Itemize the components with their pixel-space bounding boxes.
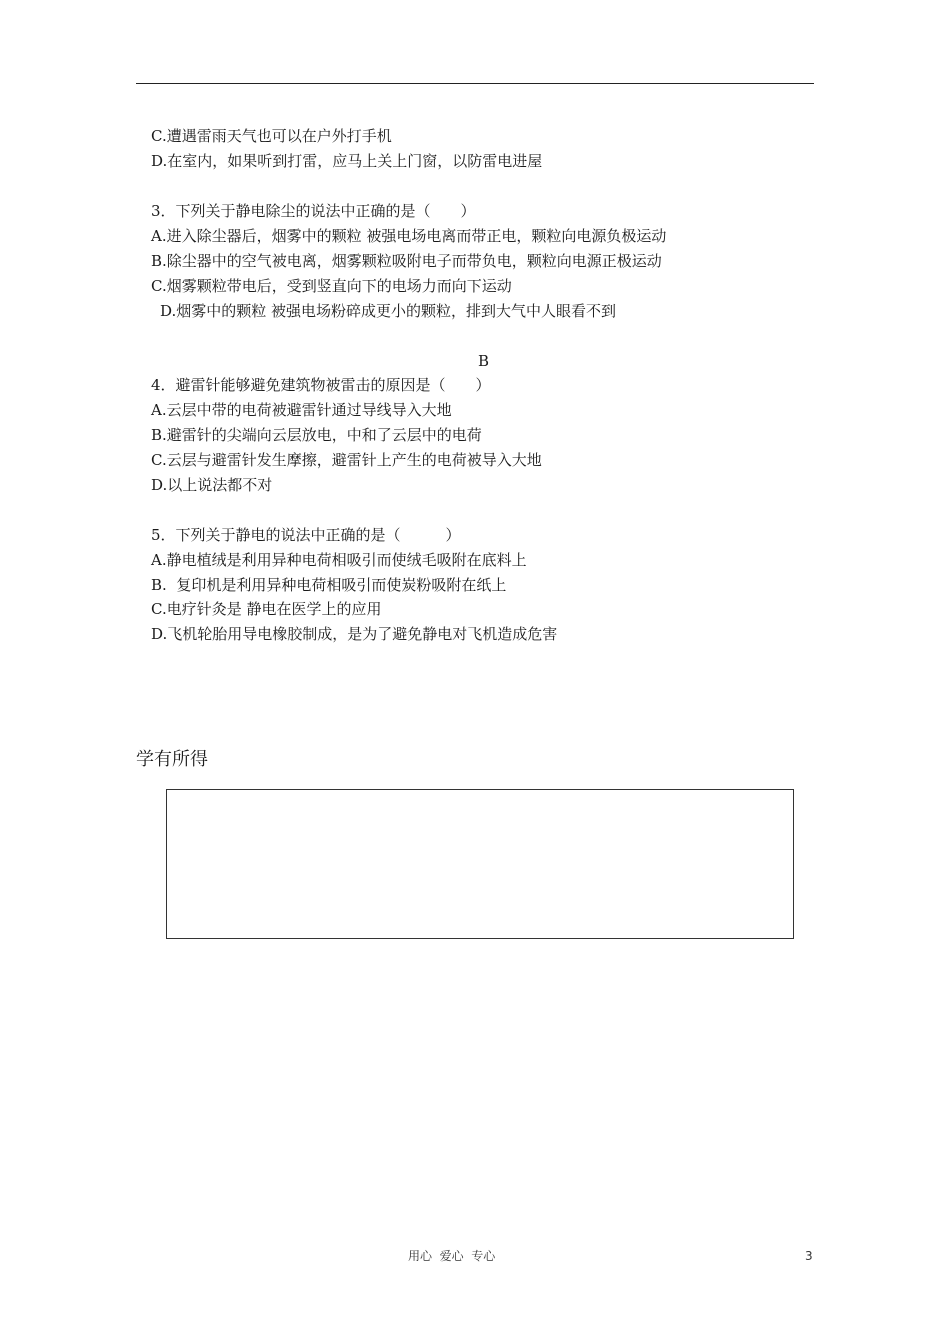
q3-stem: 3．下列关于静电除尘的说法中正确的是（ ） [151, 202, 476, 220]
q3-option-a: A.进入除尘器后，烟雾中的颗粒 被强电场电离而带正电，颗粒向电源负极运动 [151, 227, 667, 245]
q4-option-d: D.以上说法都不对 [151, 476, 273, 494]
q5-stem: 5．下列关于静电的说法中正确的是（ ） [151, 526, 461, 544]
q5-option-d: D.飞机轮胎用导电橡胶制成，是为了避免静电对飞机造成危害 [151, 625, 558, 643]
q3-option-b: B.除尘器中的空气被电离，烟雾颗粒吸附电子而带负电，颗粒向电源正极运动 [151, 252, 662, 270]
q4-option-c: C.云层与避雷针发生摩擦，避雷针上产生的电荷被导入大地 [151, 451, 542, 469]
q5-option-b: B. 复印机是利用异种电荷相吸引而使炭粉吸附在纸上 [151, 576, 507, 594]
q3-option-d: D.烟雾中的颗粒 被强电场粉碎成更小的颗粒，排到大气中人眼看不到 [160, 302, 617, 320]
q3-option-c: C.烟雾颗粒带电后，受到竖直向下的电场力而向下运动 [151, 277, 512, 295]
section-title: 学有所得 [136, 749, 208, 770]
q4-stem: 4．避雷针能够避免建筑物被雷击的原因是（ ） [151, 376, 491, 394]
q2-option-c: C.遭遇雷雨天气也可以在户外打手机 [151, 127, 392, 145]
q3-answer: B [478, 352, 490, 370]
page-number: 3 [805, 1249, 813, 1263]
q2-option-d: D.在室内，如果听到打雷，应马上关上门窗，以防雷电进屋 [151, 152, 543, 170]
footer-motto: 用心 爱心 专心 [408, 1249, 496, 1263]
header-rule [136, 83, 814, 84]
q4-option-a: A.云层中带的电荷被避雷针通过导线导入大地 [151, 401, 452, 419]
notes-box[interactable] [166, 789, 794, 939]
q5-option-a: A.静电植绒是利用异种电荷相吸引而使绒毛吸附在底料上 [151, 551, 527, 569]
q5-option-c: C.电疗针灸是 静电在医学上的应用 [151, 600, 382, 618]
q4-option-b: B.避雷针的尖端向云层放电，中和了云层中的电荷 [151, 426, 482, 444]
